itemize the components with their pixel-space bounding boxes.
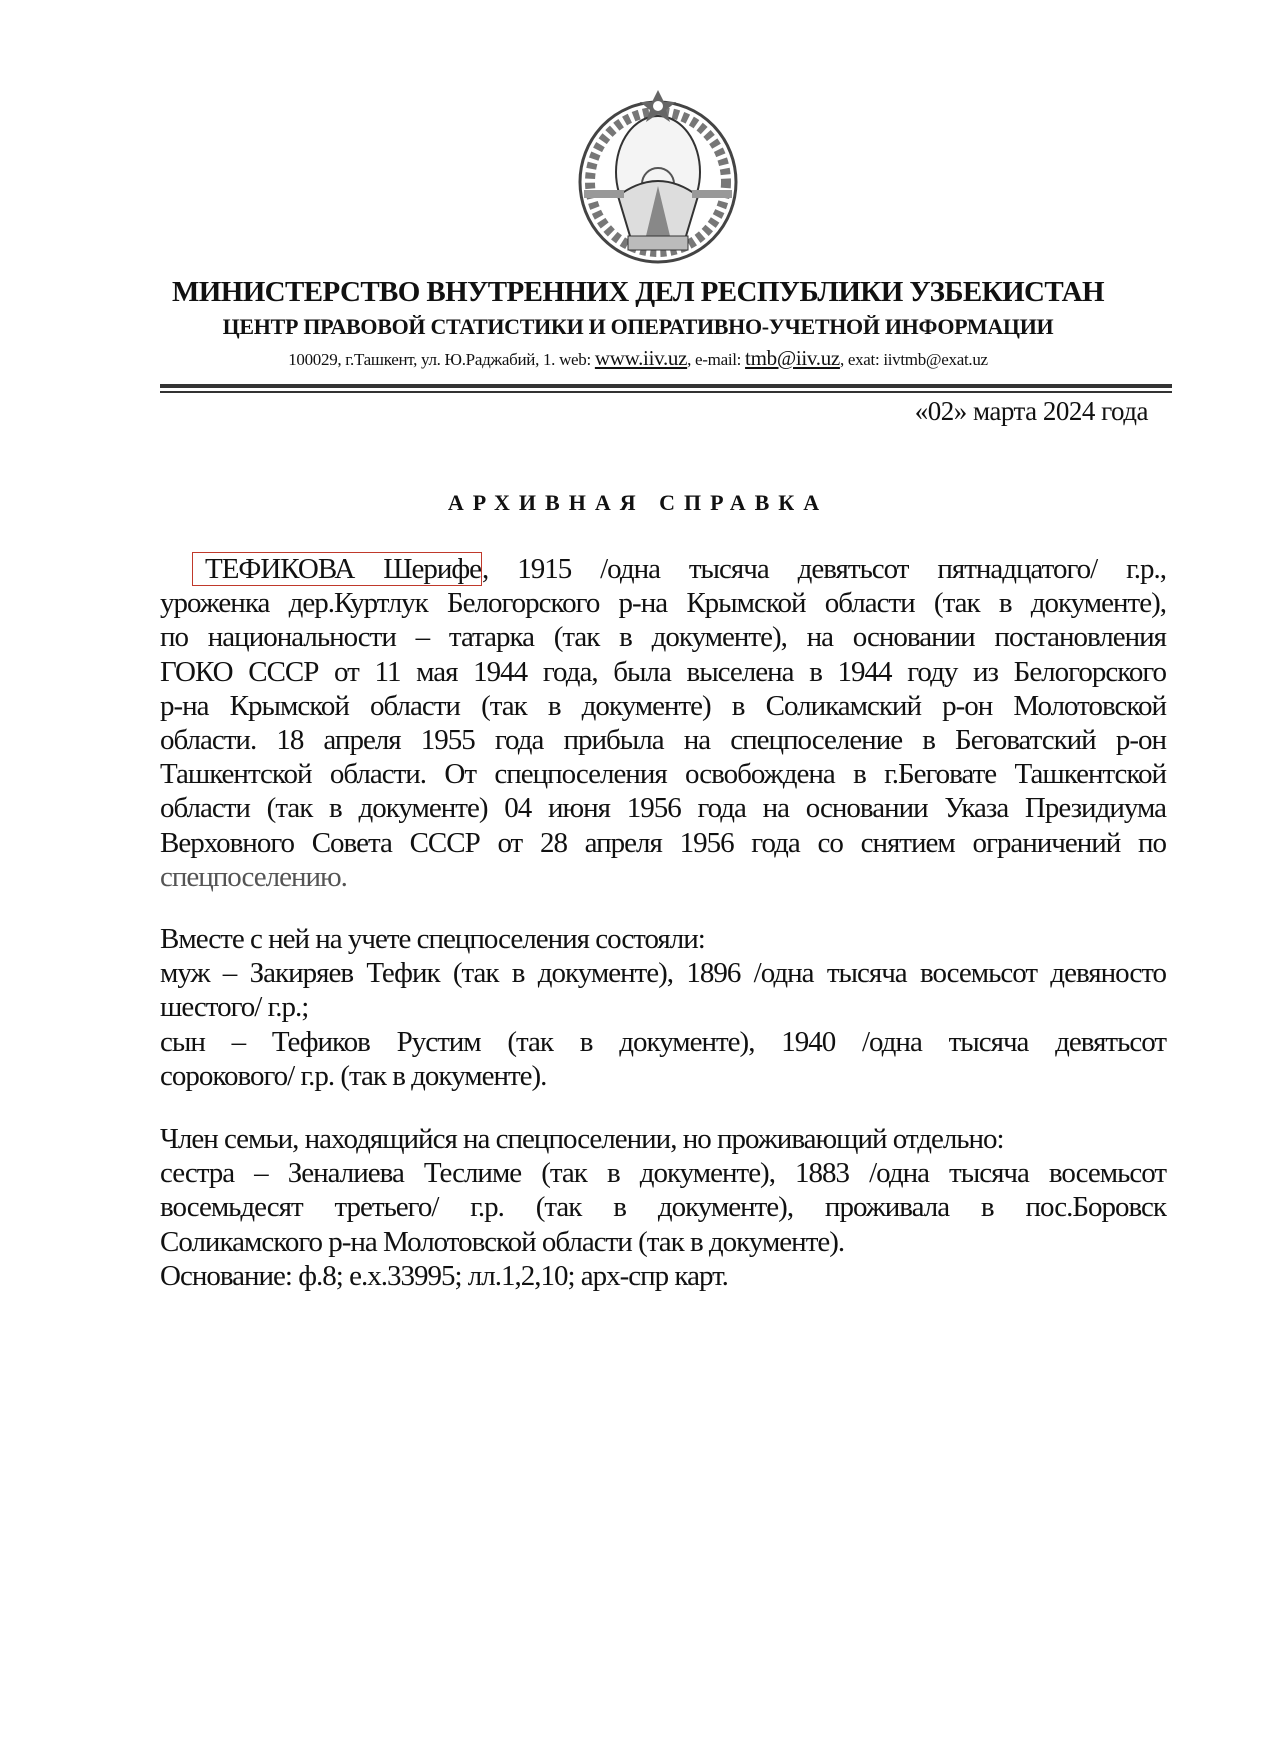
text-line: Соликамского р-на Молотовской области (так в документе). [160,1225,845,1258]
text-line: Верховного Совета СССР от 28 апреля 1956 года со снятием ограничений по [160,826,1166,859]
text-line: восемьдесят третьего/ г.р. (так в документе), проживала в пос.Боровск [160,1191,1166,1224]
text-line: области. 18 апреля 1955 года прибыла на спецпоселение в Беговатский р-он [160,723,1166,756]
text-line: спецпоселению. [160,860,347,893]
highlighted-name: ТЕФИКОВА Шерифе [192,552,482,586]
text-line: ТЕФИКОВА Шерифе, 1915 /одна тысяча девятьсот пятнадцатого/ г.р., [160,552,1166,586]
paragraph-family [160,922,1166,1093]
address-line [0,346,1276,371]
text-line: Член семьи, находящийся на спецпоселении, но проживающий отдельно: [160,1123,1004,1155]
exat-text: , exat: iivtmb@exat.uz [839,350,988,369]
text-line: уроженка дер.Куртлук Белогорского р-на Крымской области (так в документе), [160,587,1166,620]
text-line: сорокового/ г.р. (так в документе). [160,1059,547,1092]
text-line: ГОКО СССР от 11 мая 1944 года, была выселена в 1944 году из Белогорского [160,655,1166,688]
text-line: р-на Крымской области (так в документе) в Соликамский р-он Молотовской [160,689,1166,722]
address-text: 100029, г.Ташкент, ул. Ю.Раджабий, 1. web: [288,350,595,369]
document-date: «02» марта 2024 года [914,396,1148,426]
state-emblem-icon [566,86,750,266]
center-heading: ЦЕНТР ПРАВОВОЙ СТАТИСТИКИ И ОПЕРАТИВНО-УЧЕТНОЙ ИНФОРМАЦИИ [222,314,1054,339]
text-line: муж – Закиряев Тефик (так в документе), 1896 /одна тысяча восемьсот девяносто [160,957,1166,990]
email-label: , e-mail: [687,350,746,369]
paragraph-separate-member [160,1122,1166,1293]
ministry-heading: МИНИСТЕРСТВО ВНУТРЕННИХ ДЕЛ РЕСПУБЛИКИ УЗБЕКИСТАН [172,276,1104,308]
document-title: АРХИВНАЯ СПРАВКА [447,490,829,515]
text-line: сестра – Зеналиева Теслиме (так в документе), 1883 /одна тысяча восемьсот [160,1157,1166,1190]
web-link[interactable]: www.iiv.uz [594,346,688,370]
text-line: Ташкентской области. От спецпоселения освобождена в г.Беговате Ташкентской [160,758,1166,791]
paragraph-main [160,552,1166,894]
email-link[interactable]: tmb@iiv.uz [745,346,840,370]
header-divider-thin [160,391,1172,393]
text-line: сын – Тефиков Рустим (так в документе), 1940 /одна тысяча девятьсот [160,1025,1166,1058]
header-divider-thick [160,384,1172,388]
basis-line: Основание: ф.8; е.х.33995; лл.1,2,10; арх-спр карт. [160,1259,728,1292]
text-line: Вместе с ней на учете спецпоселения состояли: [160,923,705,955]
text-line: по национальности – татарка (так в документе), на основании постановления [160,621,1166,654]
text-line: шестого/ г.р.; [160,991,309,1024]
text-line: области (так в документе) 04 июня 1956 года на основании Указа Президиума [160,792,1166,825]
